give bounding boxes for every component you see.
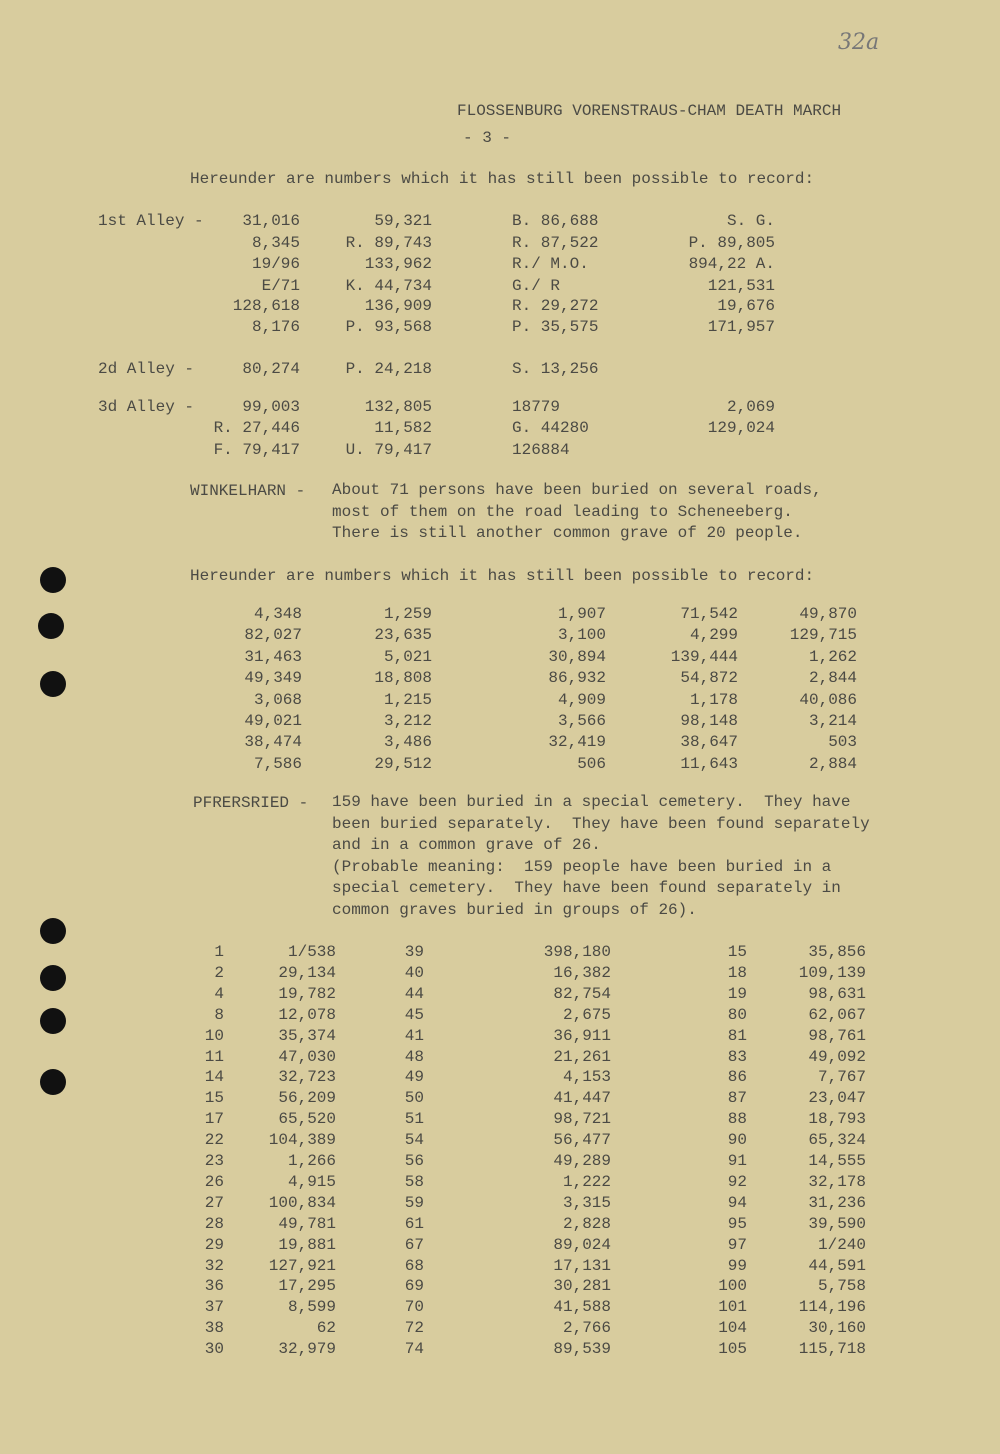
grave-number: 92 bbox=[727, 1172, 747, 1191]
record-cell: 139,444 bbox=[670, 647, 738, 666]
grave-number: 61 bbox=[404, 1214, 424, 1233]
grave-number: 58 bbox=[404, 1172, 424, 1191]
record-cell: 30,281 bbox=[553, 1277, 611, 1296]
record-cell: 4,153 bbox=[562, 1068, 611, 1087]
record-cell: 23,047 bbox=[808, 1089, 866, 1108]
grave-number: 87 bbox=[727, 1089, 747, 1108]
grave-number: 59 bbox=[404, 1193, 424, 1212]
grave-number: 86 bbox=[727, 1068, 747, 1087]
record-cell: 36,911 bbox=[553, 1026, 611, 1045]
record-cell: 2,828 bbox=[562, 1214, 611, 1233]
grave-number: 90 bbox=[727, 1131, 747, 1150]
record-cell: 56,477 bbox=[553, 1131, 611, 1150]
grave-number: 44 bbox=[404, 984, 424, 1003]
grave-number: 29 bbox=[204, 1235, 224, 1254]
grave-number: 1 bbox=[214, 943, 224, 961]
punch-hole bbox=[40, 671, 66, 697]
grave-number: 56 bbox=[404, 1152, 424, 1170]
record-cell: 100,834 bbox=[268, 1193, 336, 1212]
grave-number: 45 bbox=[404, 1005, 424, 1024]
record-cell: 98,761 bbox=[808, 1026, 866, 1045]
grave-number: 94 bbox=[727, 1193, 747, 1212]
record-cell: R. 87,522 bbox=[512, 234, 599, 252]
record-cell: 29,134 bbox=[278, 963, 336, 982]
record-cell: 30,160 bbox=[808, 1319, 866, 1338]
record-cell: U. 79,417 bbox=[345, 441, 432, 459]
record-cell: 1,215 bbox=[383, 690, 432, 709]
record-cell: P. 89,805 bbox=[688, 234, 775, 252]
record-cell: 30,894 bbox=[548, 647, 606, 666]
grave-number: 72 bbox=[404, 1319, 424, 1338]
record-cell: 1,907 bbox=[557, 605, 606, 623]
record-cell: 98,148 bbox=[680, 712, 738, 730]
pfrersried-label: PFRERSRIED - bbox=[193, 794, 309, 812]
record-cell: 49,781 bbox=[278, 1214, 336, 1233]
record-cell: 14,555 bbox=[808, 1152, 866, 1170]
record-cell: P. 24,218 bbox=[345, 360, 432, 378]
record-cell: 18,793 bbox=[808, 1110, 866, 1129]
record-cell: 21,261 bbox=[553, 1047, 611, 1066]
grave-number: 14 bbox=[204, 1068, 224, 1087]
grave-number: 8 bbox=[214, 1005, 224, 1024]
grave-number: 26 bbox=[204, 1172, 224, 1191]
intro-text-1: Hereunder are numbers which it has still been possible to record: bbox=[190, 170, 815, 188]
record-cell: 29,512 bbox=[374, 754, 432, 773]
record-cell: 89,539 bbox=[553, 1340, 611, 1359]
record-cell: 65,324 bbox=[808, 1131, 866, 1150]
record-cell: 2,675 bbox=[562, 1005, 611, 1024]
record-cell: R./ M.O. bbox=[512, 255, 589, 273]
record-cell: 82,754 bbox=[553, 984, 611, 1003]
record-cell: 4,348 bbox=[253, 605, 302, 623]
record-cell: 109,139 bbox=[798, 963, 866, 982]
record-cell: 2,884 bbox=[808, 754, 857, 773]
grave-number: 51 bbox=[404, 1110, 424, 1129]
grave-number: 104 bbox=[718, 1319, 747, 1338]
record-cell: 12,078 bbox=[278, 1005, 336, 1024]
record-cell: 1,222 bbox=[562, 1172, 611, 1191]
grave-number: 4 bbox=[214, 984, 224, 1003]
record-cell: 5,758 bbox=[817, 1277, 866, 1296]
record-cell: 1/538 bbox=[287, 943, 336, 961]
record-cell: 132,805 bbox=[364, 398, 432, 416]
grave-number: 18 bbox=[727, 963, 747, 982]
grave-number: 70 bbox=[404, 1298, 424, 1317]
record-cell: B. 86,688 bbox=[512, 212, 599, 230]
grave-number: 38 bbox=[204, 1319, 224, 1338]
record-cell: 17,131 bbox=[553, 1256, 611, 1275]
record-cell: 38,474 bbox=[244, 733, 302, 752]
record-cell: 54,872 bbox=[680, 669, 738, 688]
record-cell: 19,881 bbox=[278, 1235, 336, 1254]
record-cell: 3,486 bbox=[383, 733, 432, 752]
winkelharn-text: About 71 persons have been buried on several roads, most of them on the road leading to Scheneeberg. There is still another common grave of 20 people. bbox=[332, 481, 822, 542]
record-cell: 3,315 bbox=[562, 1193, 611, 1212]
record-cell: P. 35,575 bbox=[512, 318, 599, 336]
grave-number: 100 bbox=[718, 1277, 747, 1296]
grave-number: 99 bbox=[727, 1256, 747, 1275]
record-cell: 4,299 bbox=[689, 626, 738, 645]
record-cell: 506 bbox=[577, 754, 606, 773]
grave-number: 27 bbox=[204, 1193, 224, 1212]
record-cell: 40,086 bbox=[799, 690, 857, 709]
alley-label: 2d Alley - bbox=[98, 360, 195, 378]
grave-number: 32 bbox=[204, 1256, 224, 1275]
grave-number: 105 bbox=[718, 1340, 747, 1359]
grave-number: 95 bbox=[727, 1214, 747, 1233]
grave-number: 36 bbox=[204, 1277, 224, 1296]
record-cell: 503 bbox=[828, 733, 857, 752]
grave-number: 83 bbox=[727, 1047, 747, 1066]
record-cell: 11,582 bbox=[374, 419, 432, 437]
record-cell: 18,808 bbox=[374, 669, 432, 688]
grave-number: 91 bbox=[727, 1152, 747, 1170]
record-cell: 115,718 bbox=[798, 1340, 866, 1359]
pfrersried-text: 159 have been buried in a special cemetery. They have been buried separately. They have been found separately and in a common grave of 26. (Probable meaning: 159 people have been buried in a special cemetery. They have been found separately in common graves buried in groups of 26). bbox=[332, 793, 870, 919]
record-cell: 71,542 bbox=[680, 605, 738, 623]
grave-number: 23 bbox=[204, 1152, 224, 1170]
grave-number: 69 bbox=[404, 1277, 424, 1296]
record-cell: 80,274 bbox=[242, 360, 300, 378]
intro-text-2: Hereunder are numbers which it has still been possible to record: bbox=[190, 567, 815, 585]
record-cell: 3,566 bbox=[557, 712, 606, 730]
record-cell: 4,909 bbox=[557, 690, 606, 709]
grave-number: 101 bbox=[718, 1298, 747, 1317]
record-cell: 38,647 bbox=[680, 733, 738, 752]
record-cell: R. 89,743 bbox=[345, 234, 432, 252]
record-cell: K. 44,734 bbox=[345, 277, 432, 295]
record-cell: 23,635 bbox=[374, 626, 432, 645]
record-cell: 8,345 bbox=[251, 234, 300, 252]
record-cell: 7,586 bbox=[253, 754, 302, 773]
grave-number: 10 bbox=[204, 1026, 224, 1045]
document-title: FLOSSENBURG VORENSTRAUS-CHAM DEATH MARCH bbox=[457, 102, 842, 120]
grave-number: 54 bbox=[404, 1131, 424, 1150]
record-cell: F. 79,417 bbox=[213, 441, 300, 459]
record-cell: S. 13,256 bbox=[512, 360, 599, 378]
record-cell: 41,447 bbox=[553, 1089, 611, 1108]
record-cell: 17,295 bbox=[278, 1277, 336, 1296]
record-cell: 104,389 bbox=[268, 1131, 336, 1150]
alley-label: 3d Alley - bbox=[98, 398, 195, 416]
record-cell: G./ R bbox=[512, 277, 561, 295]
record-cell: 127,921 bbox=[268, 1256, 336, 1275]
record-cell: 49,289 bbox=[553, 1152, 611, 1170]
record-cell: G. 44280 bbox=[512, 419, 589, 437]
record-cell: 35,374 bbox=[278, 1026, 336, 1045]
punch-hole bbox=[38, 613, 64, 639]
punch-hole bbox=[40, 567, 66, 593]
record-cell: 8,176 bbox=[251, 318, 300, 336]
record-cell: 32,419 bbox=[548, 733, 606, 752]
record-cell: 49,092 bbox=[808, 1047, 866, 1066]
grave-number: 15 bbox=[727, 943, 747, 961]
record-cell: 39,590 bbox=[808, 1214, 866, 1233]
record-cell: 19,782 bbox=[278, 984, 336, 1003]
record-cell: 98,631 bbox=[808, 984, 866, 1003]
record-cell: 18779 bbox=[512, 398, 561, 416]
record-cell: 121,531 bbox=[707, 277, 775, 295]
grave-number: 88 bbox=[727, 1110, 747, 1129]
record-cell: 59,321 bbox=[374, 212, 432, 230]
record-cell: 11,643 bbox=[680, 754, 738, 773]
record-cell: P. 93,568 bbox=[345, 318, 432, 336]
record-cell: 3,068 bbox=[253, 690, 302, 709]
grave-number: 50 bbox=[404, 1089, 424, 1108]
record-cell: 31,463 bbox=[244, 647, 302, 666]
grave-number: 81 bbox=[727, 1026, 747, 1045]
record-cell: R. 29,272 bbox=[512, 297, 599, 315]
grave-number: 97 bbox=[727, 1235, 747, 1254]
record-cell: 32,723 bbox=[278, 1068, 336, 1087]
record-cell: 398,180 bbox=[543, 943, 611, 961]
record-cell: 2,844 bbox=[808, 669, 857, 688]
record-cell: 128,618 bbox=[232, 297, 300, 315]
record-cell: 7,767 bbox=[817, 1068, 866, 1087]
record-cell: 44,591 bbox=[808, 1256, 866, 1275]
grave-number: 68 bbox=[404, 1256, 424, 1275]
record-cell: 126884 bbox=[512, 441, 570, 459]
punch-hole bbox=[40, 1069, 66, 1095]
record-cell: E/71 bbox=[261, 277, 300, 295]
grave-number: 39 bbox=[404, 943, 424, 961]
grave-number: 11 bbox=[204, 1047, 224, 1066]
punch-hole bbox=[40, 918, 66, 944]
record-cell: 65,520 bbox=[278, 1110, 336, 1129]
punch-hole bbox=[40, 965, 66, 991]
record-cell: 62,067 bbox=[808, 1005, 866, 1024]
record-cell: 1/240 bbox=[817, 1235, 866, 1254]
record-cell: 41,588 bbox=[553, 1298, 611, 1317]
record-cell: 1,266 bbox=[287, 1152, 336, 1170]
record-cell: S. G. bbox=[726, 212, 775, 230]
grave-number: 37 bbox=[204, 1298, 224, 1317]
record-cell: 1,178 bbox=[689, 690, 738, 709]
record-cell: 133,962 bbox=[364, 255, 432, 273]
grave-number: 67 bbox=[404, 1235, 424, 1254]
record-cell: 99,003 bbox=[242, 398, 300, 416]
page-mark: 32a bbox=[838, 30, 880, 55]
record-cell: 62 bbox=[316, 1319, 336, 1338]
record-cell: 86,932 bbox=[548, 669, 606, 688]
record-cell: 49,349 bbox=[244, 669, 302, 688]
record-cell: 56,209 bbox=[278, 1089, 336, 1108]
record-cell: 82,027 bbox=[244, 626, 302, 645]
alley-label: 1st Alley - bbox=[98, 212, 204, 230]
record-cell: 1,259 bbox=[383, 605, 432, 623]
record-cell: 2,069 bbox=[726, 398, 775, 416]
grave-number: 48 bbox=[404, 1047, 424, 1066]
record-cell: 2,766 bbox=[562, 1319, 611, 1338]
record-cell: 3,100 bbox=[557, 626, 606, 645]
record-cell: R. 27,446 bbox=[213, 419, 300, 437]
record-cell: 98,721 bbox=[553, 1110, 611, 1129]
record-cell: 32,178 bbox=[808, 1172, 866, 1191]
record-cell: 49,870 bbox=[799, 605, 857, 623]
record-cell: 114,196 bbox=[798, 1298, 866, 1317]
record-cell: 19/96 bbox=[251, 255, 300, 273]
record-cell: 31,016 bbox=[242, 212, 300, 230]
grave-number: 41 bbox=[404, 1026, 424, 1045]
grave-number: 28 bbox=[204, 1214, 224, 1233]
grave-number: 30 bbox=[204, 1340, 224, 1359]
record-cell: 16,382 bbox=[553, 963, 611, 982]
punch-hole bbox=[40, 1008, 66, 1034]
record-cell: 31,236 bbox=[808, 1193, 866, 1212]
record-cell: 8,599 bbox=[287, 1298, 336, 1317]
page-number: - 3 - bbox=[463, 129, 512, 147]
record-cell: 5,021 bbox=[383, 647, 432, 666]
grave-number: 40 bbox=[404, 963, 424, 982]
record-cell: 171,957 bbox=[707, 318, 775, 336]
record-cell: 129,024 bbox=[707, 419, 775, 437]
record-cell: 49,021 bbox=[244, 712, 302, 730]
record-cell: 4,915 bbox=[287, 1172, 336, 1191]
grave-number: 17 bbox=[204, 1110, 224, 1129]
record-cell: 3,214 bbox=[808, 712, 857, 730]
grave-number: 2 bbox=[214, 963, 224, 982]
record-cell: 19,676 bbox=[717, 297, 775, 315]
record-cell: 894,22 A. bbox=[688, 255, 775, 273]
record-cell: 32,979 bbox=[278, 1340, 336, 1359]
record-cell: 1,262 bbox=[808, 647, 857, 666]
record-cell: 89,024 bbox=[553, 1235, 611, 1254]
record-cell: 35,856 bbox=[808, 943, 866, 961]
winkelharn-label: WINKELHARN - bbox=[190, 482, 306, 500]
record-cell: 136,909 bbox=[364, 297, 432, 315]
grave-number: 49 bbox=[404, 1068, 424, 1087]
record-cell: 129,715 bbox=[789, 626, 857, 645]
record-cell: 47,030 bbox=[278, 1047, 336, 1066]
grave-number: 80 bbox=[727, 1005, 747, 1024]
grave-number: 74 bbox=[404, 1340, 424, 1359]
grave-number: 19 bbox=[727, 984, 747, 1003]
grave-number: 22 bbox=[204, 1131, 224, 1150]
record-cell: 3,212 bbox=[383, 712, 432, 730]
grave-number: 15 bbox=[204, 1089, 224, 1108]
